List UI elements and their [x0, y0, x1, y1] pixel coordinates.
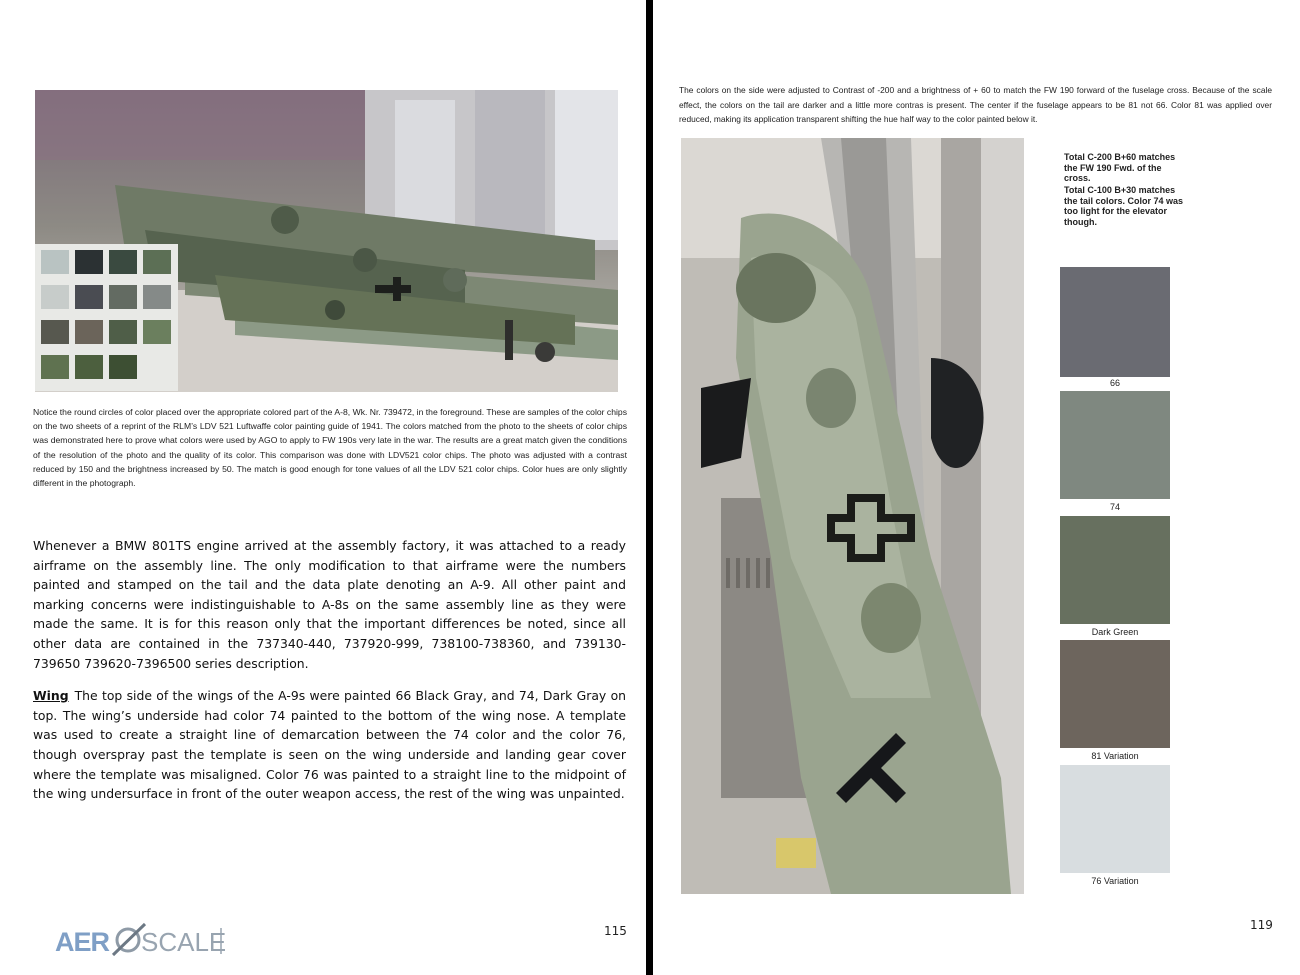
wing-heading: Wing — [33, 688, 69, 704]
color-swatch — [1060, 267, 1170, 377]
color-chip — [109, 250, 137, 274]
color-swatch-label: Dark Green — [1091, 627, 1139, 637]
color-chip — [41, 250, 69, 274]
note-tail-colors: Total C-100 B+30 matches the tail colors. Color 74 was too light for the elevator though. — [1064, 185, 1184, 227]
left-page — [0, 0, 646, 975]
color-chip — [109, 355, 137, 379]
color-chip — [75, 355, 103, 379]
photo-caption-right: The colors on the side were adjusted to Contrast of -200 and a brightness of + 60 to match the FW 190 forward of the fuselage cross. Because of the scale effect, the colors on the tail are darker and a little more contras is present. The center if the fuselage appears to be 81 not 66. Color 81 was applied over reduced, making its application transparent shifting the hue half way to the color painted below it. — [679, 85, 1272, 124]
svg-text:AER: AER — [55, 927, 110, 957]
color-chip — [109, 320, 137, 344]
color-swatch — [1060, 640, 1170, 748]
aircraft-line-photo — [35, 90, 618, 392]
color-chip-sheet — [35, 244, 178, 391]
note-fwd-cross: Total C-200 B+60 matches the FW 190 Fwd. of the cross. — [1064, 152, 1176, 184]
paragraph-wing — [33, 686, 626, 804]
color-swatch-label: 66 — [1109, 378, 1120, 388]
page-number-right: 119 — [1250, 918, 1273, 932]
fw190-fuselage-photo — [681, 138, 1024, 894]
color-swatch-label: 74 — [1109, 502, 1120, 512]
color-swatch-label: 76 Variation — [1091, 876, 1139, 886]
color-swatch-label: 81 Variation — [1091, 751, 1139, 761]
page-number-left: 115 — [604, 924, 627, 938]
svg-text:SCALE: SCALE — [141, 927, 225, 957]
color-chip — [143, 285, 171, 309]
wing-text: The top side of the wings of the A-9s were painted 66 Black Gray, and 74, Dark Gray on top. The wing’s underside had color 74 painted to the bottom of the wing nose. A template was used to create a straight line of demarcation between the 74 color and the color 76, though overspray past the template is seen on the wing underside and landing gear cover where the template was misaligned. Color 76 was painted to a straight line to the midpoint of the wing undersurface in front of the outer weapon access, the rest of the wing was unpainted. — [33, 688, 626, 802]
aeroscale-logo — [55, 920, 225, 960]
color-chip — [143, 320, 171, 344]
photo-caption: Notice the round circles of color placed over the appropriate colored part of the A-8, Wk. Nr. 739472, in the foreground. These are samples of the color chips on the two sheets of a reprint of the RLM’s LDV 521 Luftwaffe color painting guide of 1941. The colors matched from the photo to the sheets of color chips was demonstrated here to prove what colors were used by AGO to apply to FW 190s very late in the war. The results are a great match given the conditions of the resolution of the photo and the quality of its color. This comparison was done with LDV521 color chips. The photo was adjusted with a contrast reduced by 150 and the brightness increased by 50. The match is good enough for tone values of all the LDV 521 color chips. Color hues are only slightly different in the photograph. — [33, 407, 627, 489]
color-chip — [75, 320, 103, 344]
color-chip — [41, 355, 69, 379]
color-chip — [41, 285, 69, 309]
color-chip — [75, 285, 103, 309]
right-page — [653, 0, 1300, 975]
color-chip — [75, 250, 103, 274]
paragraph-engine: Whenever a BMW 801TS engine arrived at the assembly factory, it was attached to a ready airframe on the assembly line. The only modification to that airframe were the numbers painted and stamped on the tail and the data plate denoting an A-9. All other paint and marking concerns were indistinguishable to A-8s on the same assembly line as they were made the same. It is for this reason only that the important differences be noted, since all other data are contained in the 737340-440, 737920-999, 738100-738360, and 739130-739650 739620-7396500 series description. — [33, 538, 626, 671]
aeroscale-logo-mark — [55, 920, 225, 960]
body-text — [33, 536, 626, 817]
color-swatch — [1060, 765, 1170, 873]
fw190-fuselage-photo-art — [681, 138, 1024, 894]
color-swatch — [1060, 391, 1170, 499]
color-chip — [143, 250, 171, 274]
color-chip — [109, 285, 137, 309]
color-swatch — [1060, 516, 1170, 624]
color-chip — [41, 320, 69, 344]
